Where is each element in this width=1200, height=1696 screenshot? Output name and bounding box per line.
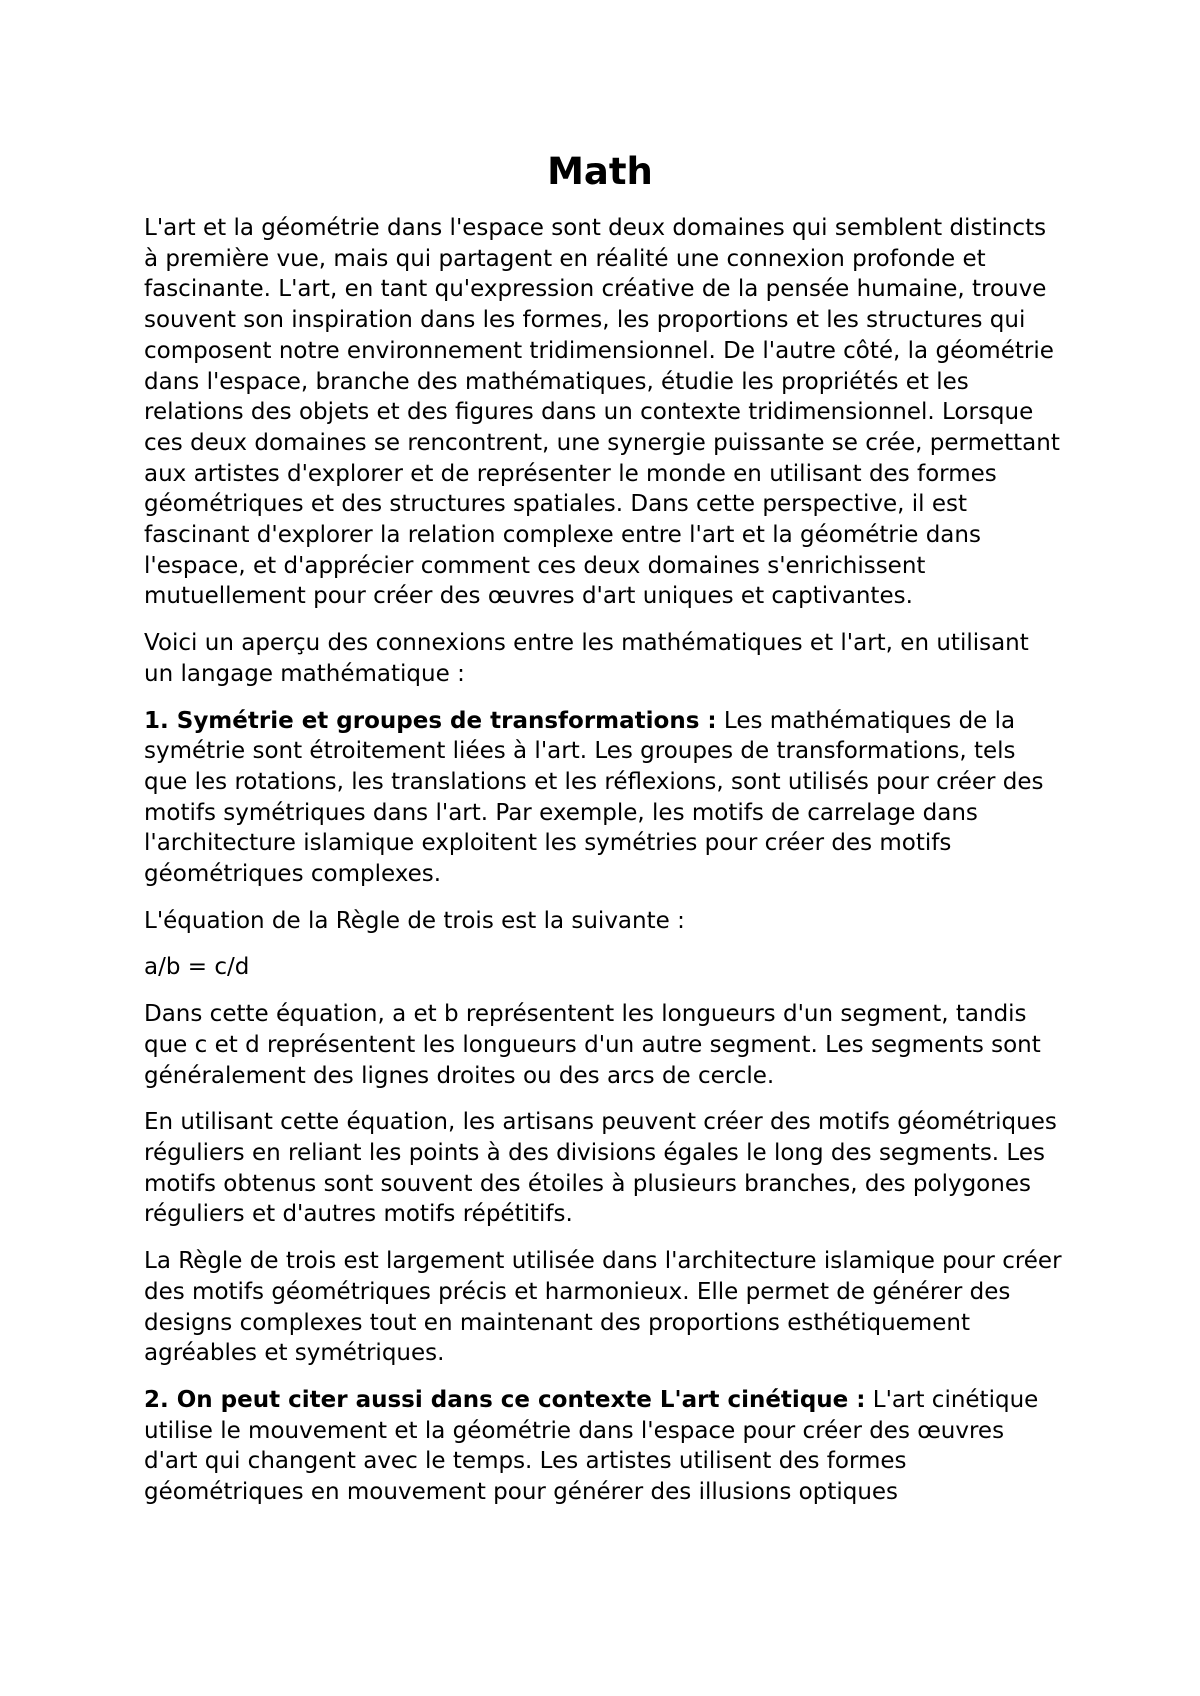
section-heading-kinetic-art: 2. On peut citer aussi dans ce contexte L'art cinétique : — [144, 1386, 866, 1413]
paragraph-islamic-architecture: La Règle de trois est largement utilisée dans l'architecture islamique pour créer des motifs géométriques précis et harmonieux. Elle permet de générer des designs complexes tout en maintenant des proportions esthétiquement agréables et symétriques. — [144, 1248, 1062, 1367]
paragraph-equation-intro: L'équation de la Règle de trois est la suivante : — [144, 907, 685, 934]
paragraph-symmetry-text: Les mathématiques de la symétrie sont étroitement liées à l'art. Les groupes de transformations, tels que les rotations, les translations et les réflexions, sont utilisés pour créer des motifs symétriques dans l'art. Par exemple, les motifs de carrelage dans l'architecture islamique exploitent les symétries pour créer des motifs géométriques complexes. — [144, 707, 1044, 888]
paragraph-equation-explanation: Dans cette équation, a et b représentent les longueurs d'un segment, tandis que c et d représentent les longueurs d'un autre segment. Les segments sont généralement des lignes droites ou des arcs de cercle. — [144, 1001, 1041, 1089]
paragraph-overview: Voici un aperçu des connexions entre les mathématiques et l'art, en utilisant un langage mathématique : — [144, 630, 1029, 687]
document-body — [144, 213, 1064, 1524]
paragraph-symmetry — [144, 706, 1064, 890]
paragraph-intro: L'art et la géométrie dans l'espace sont deux domaines qui semblent distincts à première vue, mais qui partagent en réalité une connexion profonde et fascinante. L'art, en tant qu'expression créative de la pensée humaine, trouve souvent son inspiration dans les formes, les proportions et les structures qui composent notre environnement tridimensionnel. De l'autre côté, la géométrie dans l'espace, branche des mathématiques, étudie les propriétés et les relations des objets et des figures dans un contexte tridimensionnel. Lorsque ces deux domaines se rencontrent, une synergie puissante se crée, permettant aux artistes d'explorer et de représenter le monde en utilisant des formes géométriques et des structures spatiales. Dans cette perspective, il est fascinant d'explorer la relation complexe entre l'art et la géométrie dans l'espace, et d'apprécier comment ces deux domaines s'enrichissent mutuellement pour créer des œuvres d'art uniques et captivantes. — [144, 215, 1060, 610]
paragraph-kinetic-art-text: L'art cinétique utilise le mouvement et la géométrie dans l'espace pour créer des œuvres d'art qui changent avec le temps. Les artistes utilisent des formes géométriques en mouvement pour générer des illusions optiques — [144, 1386, 1039, 1506]
document-title: Math — [547, 150, 653, 193]
equation: a/b = c/d — [144, 954, 250, 981]
paragraph-kinetic-art — [144, 1385, 1064, 1508]
section-heading-symmetry: 1. Symétrie et groupes de transformations : — [144, 707, 717, 734]
paragraph-artisans: En utilisant cette équation, les artisans peuvent créer des motifs géométriques réguliers en reliant les points à des divisions égales le long des segments. Les motifs obtenus sont souvent des étoiles à plusieurs branches, des polygones réguliers et d'autres motifs répétitifs. — [144, 1109, 1057, 1228]
